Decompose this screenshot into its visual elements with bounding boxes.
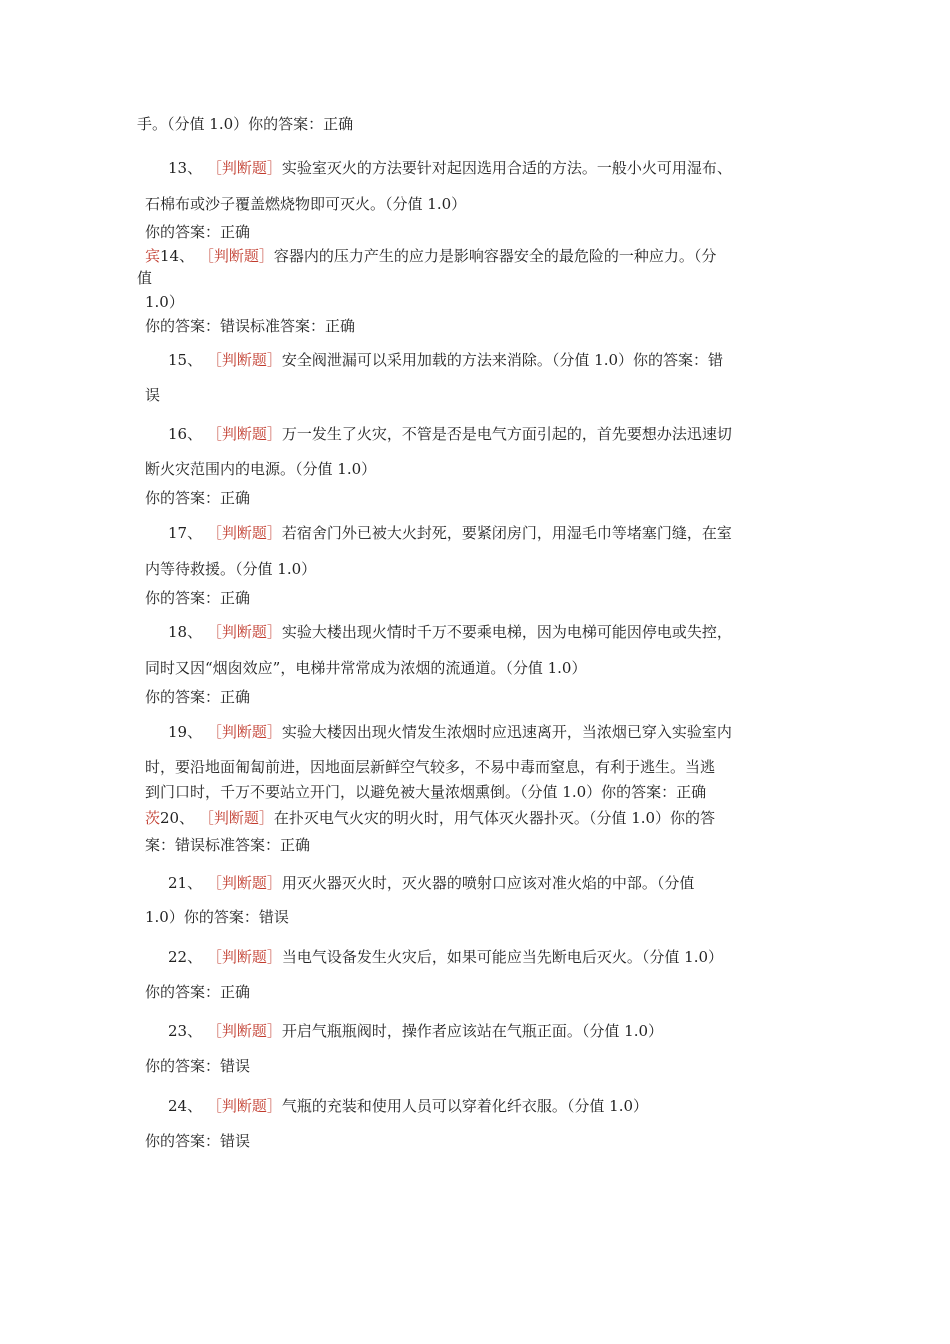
- question-22: 22、 ［判断题］当电气设备发生火灾后，如果可能应当先断电后灭火。（分值 1.0）: [168, 948, 724, 966]
- question-16: 16、 ［判断题］万一发生了火灾，不管是否是电气方面引起的，首先要想办法迅速切: [168, 425, 732, 443]
- question-16-cont: 断火灾范围内的电源。（分值 1.0）: [145, 460, 377, 478]
- question-type-tag: ［判断题］: [198, 247, 274, 265]
- question-type-tag: ［判断题］: [206, 159, 282, 177]
- question-24: 24、 ［判断题］气瓶的充装和使用人员可以穿着化纤衣服。（分值 1.0）: [168, 1097, 649, 1115]
- question-type-tag: ［判断题］: [206, 948, 282, 966]
- question-14-cont2: 1.0）: [145, 293, 184, 311]
- question-type-tag: ［判断题］: [206, 425, 282, 443]
- fragment-line: 手。（分值 1.0）你的答案：正确: [137, 115, 354, 133]
- question-17: 17、 ［判断题］若宿舍门外已被大火封死，要紧闭房门，用湿毛巾等堵塞门缝，在室: [168, 524, 732, 542]
- question-22-answer: 你的答案：正确: [145, 983, 251, 1001]
- question-13-cont: 石棉布或沙子覆盖燃烧物即可灭火。（分值 1.0）: [145, 195, 467, 213]
- question-type-tag: ［判断题］: [206, 524, 282, 542]
- question-19-cont2: 到门口时，千万不要站立开门，以避免被大量浓烟熏倒。（分值 1.0）你的答案：正确: [145, 783, 707, 801]
- question-19: 19、 ［判断题］实验大楼因出现火情发生浓烟时应迅速离开，当浓烟已穿入实验室内: [168, 723, 732, 741]
- question-13: 13、 ［判断题］实验室灭火的方法要针对起因选用合适的方法。一般小火可用湿布、: [168, 159, 732, 177]
- question-20-answer: 案：错误标准答案：正确: [145, 836, 311, 854]
- question-type-tag: ［判断题］: [198, 809, 274, 827]
- question-14-cont: 值: [137, 269, 153, 287]
- question-18-answer: 你的答案：正确: [145, 688, 251, 706]
- question-18-cont: 同时又因“烟囱效应”，电梯井常常成为浓烟的流通道。（分值 1.0）: [145, 659, 587, 677]
- question-19-cont: 时，要沿地面匍匐前进，因地面层新鲜空气较多，不易中毒而窒息，有利于逃生。当逃: [145, 758, 716, 776]
- question-23-answer: 你的答案：错误: [145, 1057, 251, 1075]
- question-type-tag: ［判断题］: [206, 623, 282, 641]
- question-24-answer: 你的答案：错误: [145, 1132, 251, 1150]
- question-type-tag: ［判断题］: [206, 1022, 282, 1040]
- question-15: 15、 ［判断题］安全阀泄漏可以采用加载的方法来消除。（分值 1.0）你的答案：错: [168, 351, 724, 369]
- question-21: 21、 ［判断题］用灭火器灭火时，灭火器的喷射口应该对准火焰的中部。（分值: [168, 874, 695, 892]
- question-17-cont: 内等待救援。（分值 1.0）: [145, 560, 317, 578]
- question-type-tag: ［判断题］: [206, 723, 282, 741]
- question-type-tag: ［判断题］: [206, 874, 282, 892]
- question-15-cont: 误: [145, 386, 161, 404]
- question-14-answer: 你的答案：错误标准答案：正确: [145, 317, 356, 335]
- question-21-answer: 1.0）你的答案：错误: [145, 908, 289, 926]
- question-type-tag: ［判断题］: [206, 1097, 282, 1115]
- question-type-tag: ［判断题］: [206, 351, 282, 369]
- question-14: 宾14、 ［判断题］容器内的压力产生的应力是影响容器安全的最危险的一种应力。（分: [145, 247, 717, 265]
- question-17-answer: 你的答案：正确: [145, 589, 251, 607]
- question-23: 23、 ［判断题］开启气瓶瓶阀时，操作者应该站在气瓶正面。（分值 1.0）: [168, 1022, 664, 1040]
- question-13-answer: 你的答案：正确: [145, 223, 251, 241]
- question-16-answer: 你的答案：正确: [145, 489, 251, 507]
- question-18: 18、 ［判断题］实验大楼出现火情时千万不要乘电梯，因为电梯可能因停电或失控，: [168, 623, 732, 641]
- question-20: 茨20、 ［判断题］在扑灭电气火灾的明火时，用气体灭火器扑灭。（分值 1.0）你的答: [145, 809, 716, 827]
